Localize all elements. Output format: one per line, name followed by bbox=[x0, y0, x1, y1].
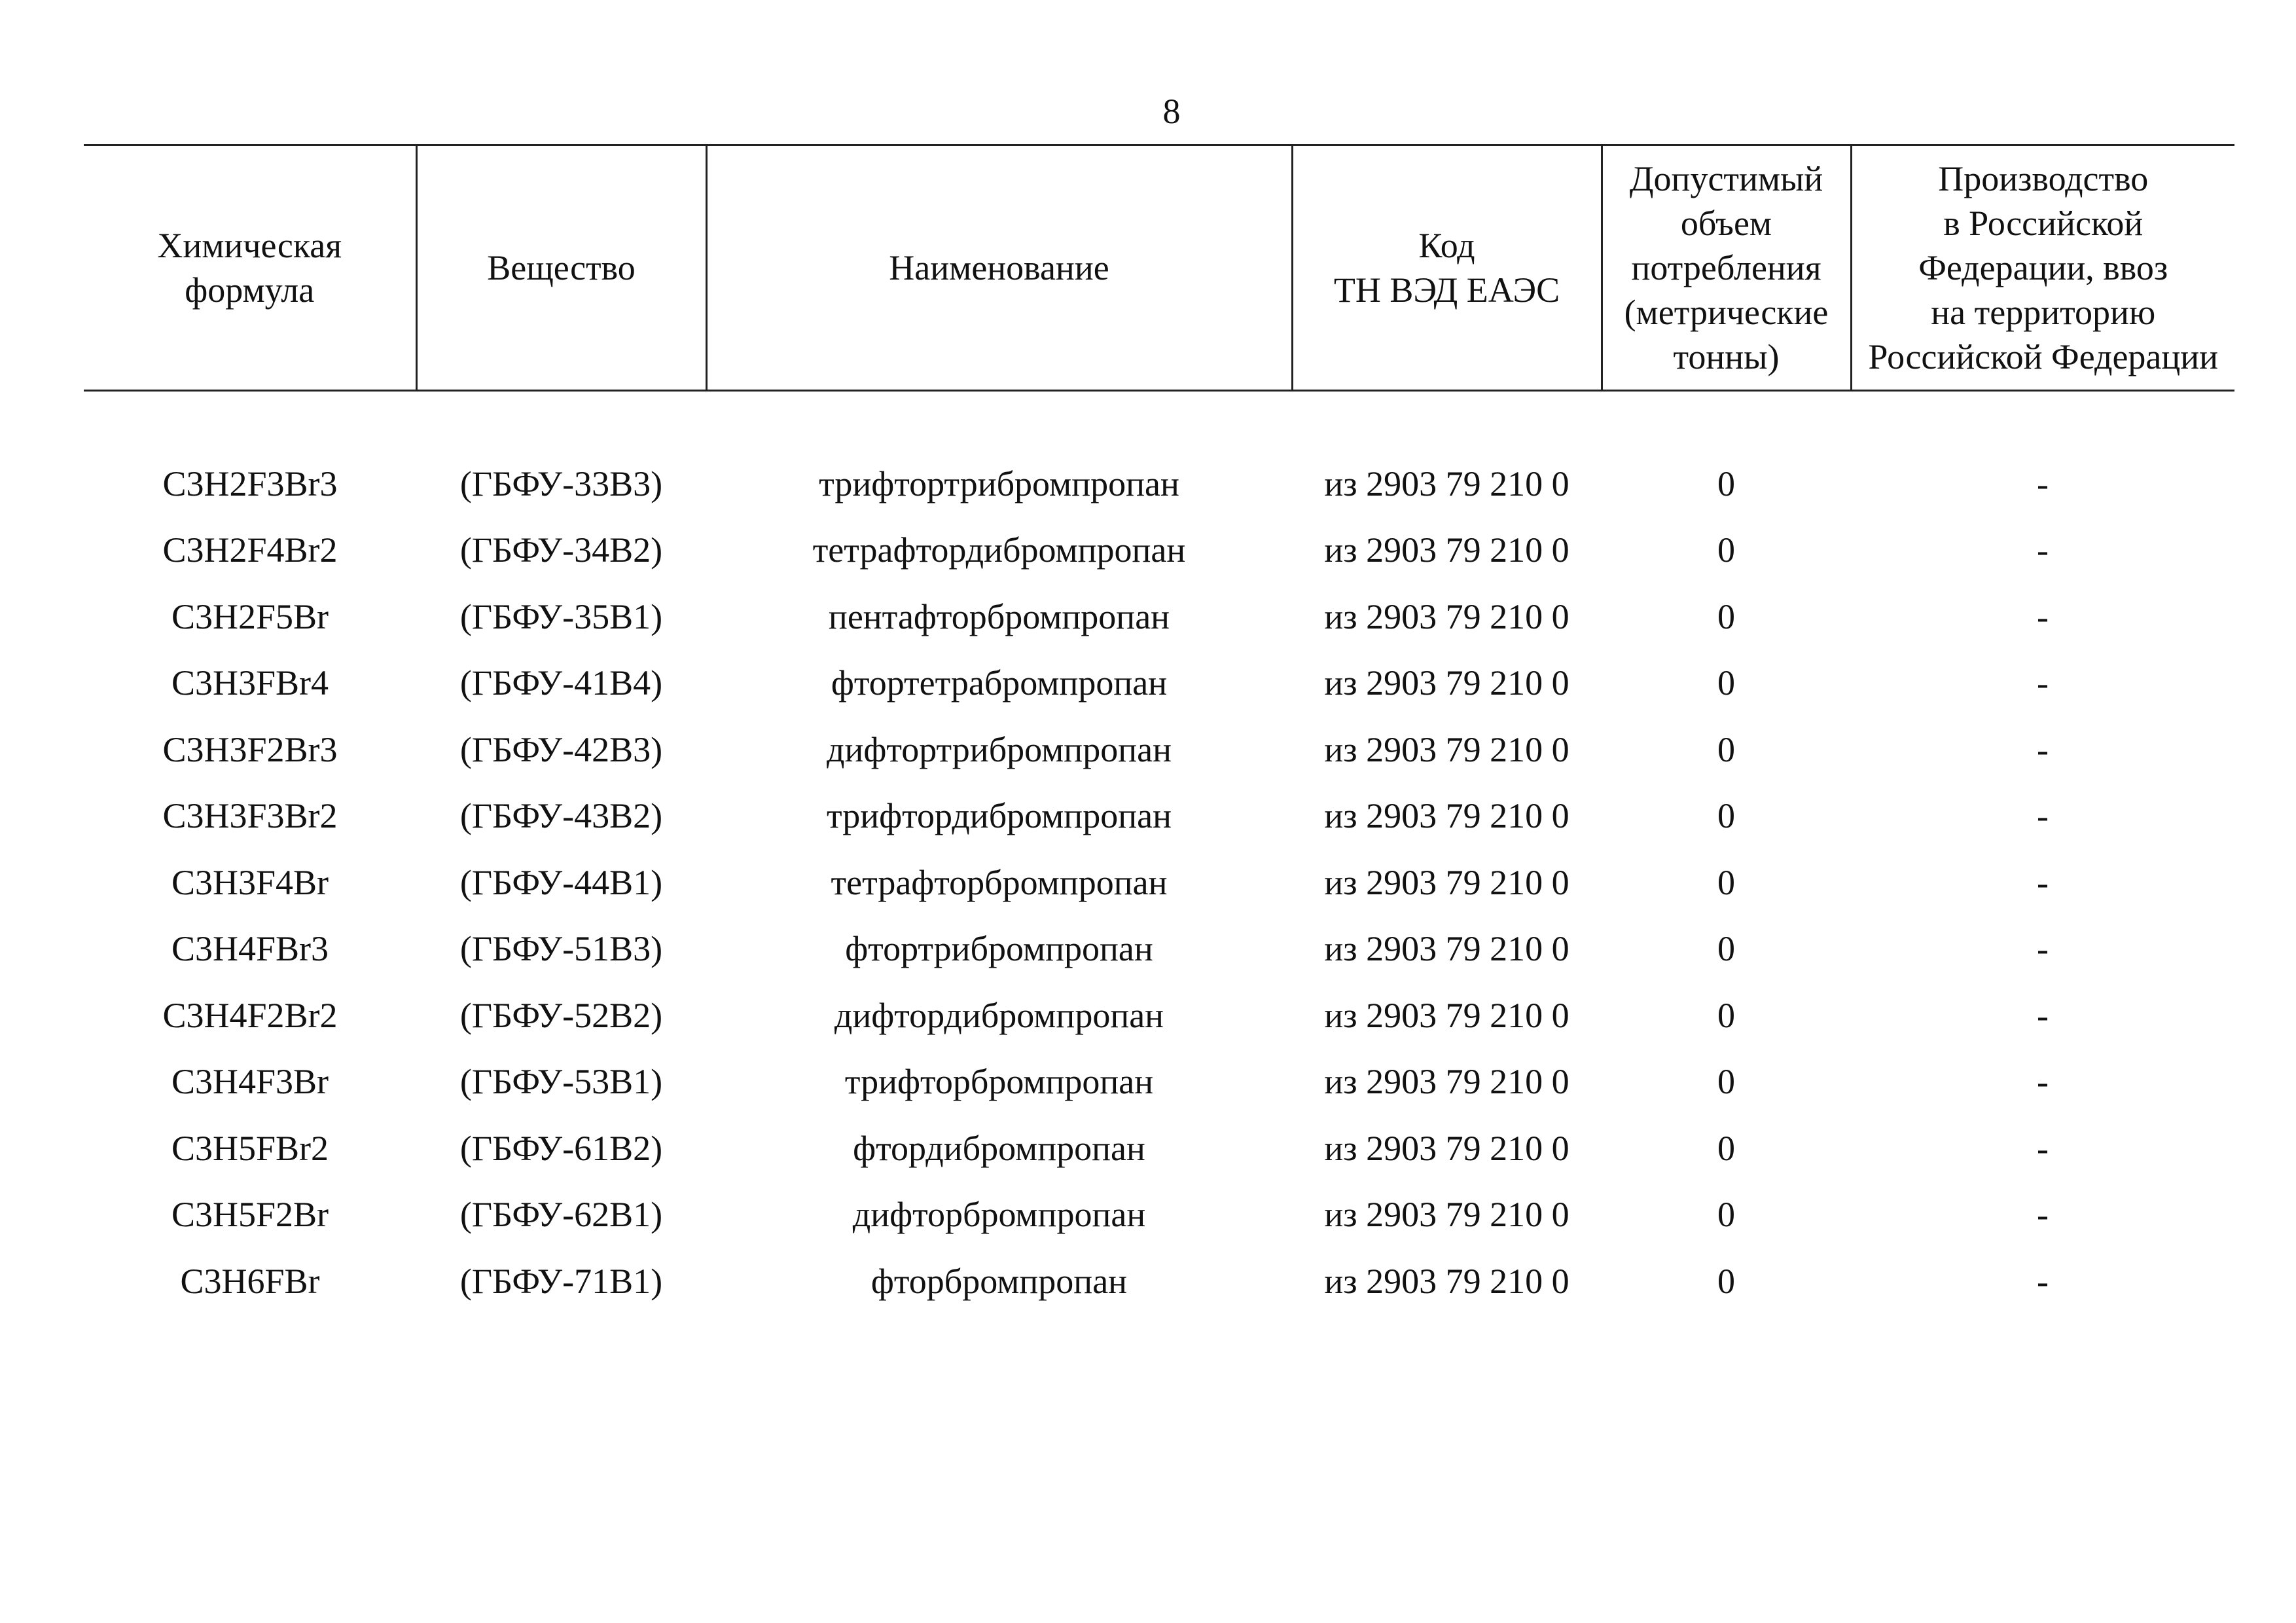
cell-substance: (ГБФУ-35B1) bbox=[459, 596, 663, 636]
cell-customs-code: из 2903 79 210 0 bbox=[1324, 464, 1570, 503]
cell-chemical-formula: C3H6FBr bbox=[180, 1261, 320, 1301]
table-row bbox=[84, 783, 2234, 850]
table-body bbox=[84, 391, 2234, 1315]
cell-customs-code: из 2903 79 210 0 bbox=[1324, 729, 1570, 769]
cell-production-import: - bbox=[2037, 1261, 2049, 1301]
cell-customs-code: из 2903 79 210 0 bbox=[1324, 530, 1570, 570]
cell-name: трифторбромпропан bbox=[844, 1062, 1154, 1102]
cell-name: дифторбромпропан bbox=[852, 1195, 1146, 1235]
cell-production-import: - bbox=[2037, 729, 2049, 769]
cell-name: тетрафторбромпропан bbox=[831, 862, 1168, 902]
table-row bbox=[84, 450, 2234, 517]
table-header bbox=[84, 145, 2234, 391]
cell-chemical-formula: C3H3FBr4 bbox=[171, 663, 329, 703]
cell-substance: (ГБФУ-52B2) bbox=[459, 995, 663, 1035]
cell-chemical-formula: C3H3F3Br2 bbox=[162, 796, 338, 836]
cell-production-import: - bbox=[2037, 1128, 2049, 1168]
cell-name: фтортрибромпропан bbox=[845, 929, 1153, 969]
table-row bbox=[84, 517, 2234, 584]
table-row bbox=[84, 916, 2234, 983]
cell-substance: (ГБФУ-43B2) bbox=[459, 796, 663, 836]
cell-production-import: - bbox=[2037, 596, 2049, 636]
cell-substance: (ГБФУ-62B1) bbox=[459, 1195, 663, 1235]
cell-production-import: - bbox=[2037, 530, 2049, 570]
spacer-row bbox=[84, 391, 2234, 451]
cell-chemical-formula: C3H5F2Br bbox=[171, 1195, 329, 1235]
spacer-cell bbox=[84, 391, 2234, 451]
cell-production-import: - bbox=[2037, 464, 2049, 503]
cell-name: дифтордибромпропан bbox=[834, 995, 1164, 1035]
table-row bbox=[84, 1248, 2234, 1315]
table-row bbox=[84, 982, 2234, 1049]
cell-allowed-consumption: 0 bbox=[1717, 1062, 1735, 1102]
cell-allowed-consumption: 0 bbox=[1717, 729, 1735, 769]
cell-chemical-formula: C3H4FBr3 bbox=[171, 929, 329, 969]
cell-production-import: - bbox=[2037, 796, 2049, 836]
cell-customs-code: из 2903 79 210 0 bbox=[1324, 663, 1570, 703]
header-substance: Вещество bbox=[416, 145, 706, 391]
cell-substance: (ГБФУ-71B1) bbox=[459, 1261, 663, 1301]
cell-production-import: - bbox=[2037, 929, 2049, 969]
substances-table bbox=[84, 144, 2234, 1315]
cell-customs-code: из 2903 79 210 0 bbox=[1324, 929, 1570, 969]
cell-production-import: - bbox=[2037, 995, 2049, 1035]
cell-allowed-consumption: 0 bbox=[1717, 663, 1735, 703]
header-chemical-formula: Химическая формула bbox=[84, 145, 416, 391]
table-row bbox=[84, 1115, 2234, 1182]
cell-chemical-formula: C3H4F3Br bbox=[171, 1062, 329, 1102]
header-row bbox=[84, 145, 2234, 391]
cell-substance: (ГБФУ-34B2) bbox=[459, 530, 663, 570]
cell-name: фтордибромпропан bbox=[853, 1128, 1145, 1168]
header-customs-code: Код ТН ВЭД ЕАЭС bbox=[1292, 145, 1602, 391]
cell-chemical-formula: C3H2F3Br3 bbox=[162, 464, 338, 503]
cell-production-import: - bbox=[2037, 663, 2049, 703]
cell-allowed-consumption: 0 bbox=[1717, 862, 1735, 902]
cell-name: фтортетрабромпропан bbox=[831, 663, 1168, 703]
cell-customs-code: из 2903 79 210 0 bbox=[1324, 1195, 1570, 1235]
cell-allowed-consumption: 0 bbox=[1717, 995, 1735, 1035]
cell-production-import: - bbox=[2037, 862, 2049, 902]
cell-customs-code: из 2903 79 210 0 bbox=[1324, 862, 1570, 902]
cell-chemical-formula: C3H5FBr2 bbox=[171, 1128, 329, 1168]
cell-substance: (ГБФУ-33B3) bbox=[459, 464, 663, 503]
cell-substance: (ГБФУ-41B4) bbox=[459, 663, 663, 703]
table-row bbox=[84, 849, 2234, 916]
table-row bbox=[84, 583, 2234, 650]
cell-customs-code: из 2903 79 210 0 bbox=[1324, 995, 1570, 1035]
cell-allowed-consumption: 0 bbox=[1717, 929, 1735, 969]
cell-substance: (ГБФУ-44B1) bbox=[459, 862, 663, 902]
cell-chemical-formula: C3H2F5Br bbox=[171, 596, 329, 636]
page-number: 8 bbox=[1162, 92, 1181, 131]
header-production-import: Производство в Российской Федерации, ввоз на территорию Российской Федерации bbox=[1851, 145, 2234, 391]
cell-substance: (ГБФУ-53B1) bbox=[459, 1062, 663, 1102]
cell-name: трифтордибромпропан bbox=[827, 796, 1172, 836]
cell-customs-code: из 2903 79 210 0 bbox=[1324, 1261, 1570, 1301]
cell-allowed-consumption: 0 bbox=[1717, 1195, 1735, 1235]
table-row bbox=[84, 1049, 2234, 1116]
cell-customs-code: из 2903 79 210 0 bbox=[1324, 596, 1570, 636]
cell-allowed-consumption: 0 bbox=[1717, 596, 1735, 636]
cell-allowed-consumption: 0 bbox=[1717, 1128, 1735, 1168]
cell-customs-code: из 2903 79 210 0 bbox=[1324, 1062, 1570, 1102]
cell-name: трифтортрибромпропан bbox=[819, 464, 1179, 503]
table-row bbox=[84, 650, 2234, 717]
cell-production-import: - bbox=[2037, 1195, 2049, 1235]
table-row bbox=[84, 716, 2234, 783]
cell-name: пентафторбромпропан bbox=[828, 596, 1170, 636]
table-row bbox=[84, 1182, 2234, 1249]
cell-chemical-formula: C3H3F2Br3 bbox=[162, 729, 338, 769]
cell-substance: (ГБФУ-61B2) bbox=[459, 1128, 663, 1168]
cell-name: тетрафтордибромпропан bbox=[812, 530, 1186, 570]
cell-name: дифтортрибромпропан bbox=[827, 729, 1172, 769]
cell-allowed-consumption: 0 bbox=[1717, 796, 1735, 836]
cell-production-import: - bbox=[2037, 1062, 2049, 1102]
cell-customs-code: из 2903 79 210 0 bbox=[1324, 1128, 1570, 1168]
cell-chemical-formula: C3H3F4Br bbox=[171, 862, 329, 902]
header-allowed-consumption: Допустимый объем потребления (метрические тонны) bbox=[1602, 145, 1851, 391]
cell-allowed-consumption: 0 bbox=[1717, 1261, 1735, 1301]
cell-allowed-consumption: 0 bbox=[1717, 530, 1735, 570]
header-name: Наименование bbox=[706, 145, 1292, 391]
cell-customs-code: из 2903 79 210 0 bbox=[1324, 796, 1570, 836]
cell-substance: (ГБФУ-51B3) bbox=[459, 929, 663, 969]
cell-allowed-consumption: 0 bbox=[1717, 464, 1735, 503]
cell-chemical-formula: C3H4F2Br2 bbox=[162, 995, 338, 1035]
cell-chemical-formula: C3H2F4Br2 bbox=[162, 530, 338, 570]
cell-substance: (ГБФУ-42B3) bbox=[459, 729, 663, 769]
cell-name: фторбромпропан bbox=[870, 1261, 1128, 1301]
